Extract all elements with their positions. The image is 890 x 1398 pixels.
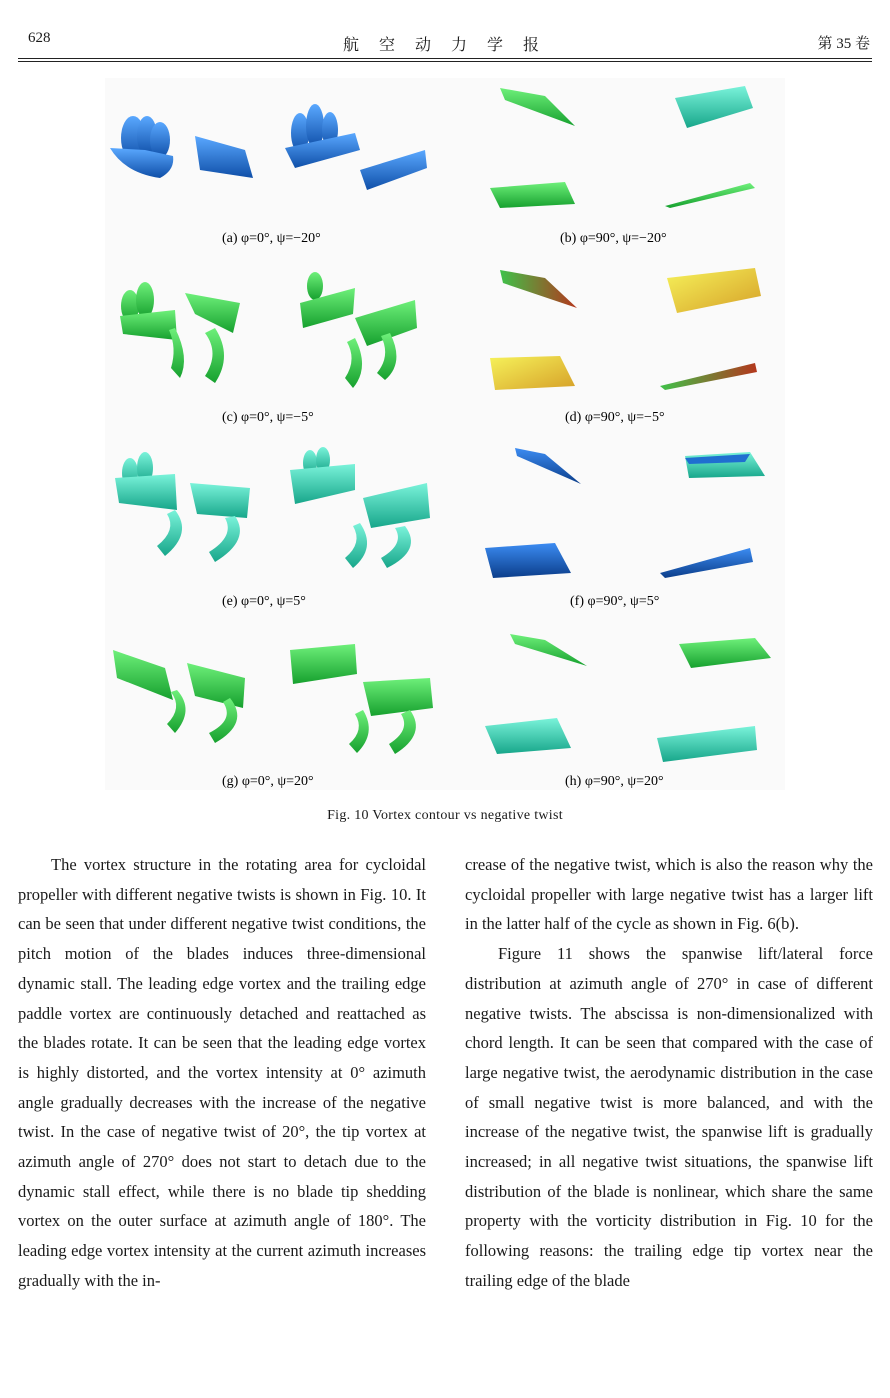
caption-a: (a) φ=0°, ψ=−20°: [222, 231, 321, 246]
panel-c-shapes: [120, 272, 417, 388]
volume-label: 第 35 卷: [817, 36, 870, 52]
panel-b-shapes: [490, 86, 755, 208]
caption-e: (e) φ=0°, ψ=5°: [222, 594, 306, 609]
panel-g-shapes: [113, 644, 433, 754]
panel-a-shapes: [110, 104, 427, 190]
figure-caption: Fig. 10 Vortex contour vs negative twist: [327, 808, 563, 823]
panel-d-shapes: [490, 268, 761, 390]
caption-d: (d) φ=90°, ψ=−5°: [565, 410, 665, 425]
left-column: [18, 850, 426, 1296]
journal-title: 航 空 动 力 学 报: [342, 37, 547, 54]
figure-10: [105, 78, 785, 790]
right-column: [465, 850, 873, 1296]
caption-g: (g) φ=0°, ψ=20°: [222, 774, 314, 789]
page-number: 628: [28, 30, 51, 46]
panel-e-shapes: [115, 447, 430, 568]
header-rule-bottom: [18, 61, 872, 62]
right-paragraph-1: crease of the negative twist, which is also the reason why the cycloidal propeller with large negative twist has a larger lift in the latter half of the cycle as shown in Fig. 6(b).: [465, 855, 873, 934]
panel-h-shapes: [485, 634, 771, 762]
vortex-contour-illustration: [105, 78, 785, 790]
left-paragraph-1: The vortex structure in the rotating area for cycloidal propeller with different negative twists is shown in Fig. 10. It can be seen that under different negative twist conditions, the pitch motion of the blades induces three-dimensional dynamic stall. The leading edge vortex and the trailing edge paddle vortex are continuously detached and reattached as the blades rotate. It can be seen that the leading edge vortex is highly distorted, and the vortex intensity at 0° azimuth angle gradually decreases with the increase of the negative twist. In the case of negative twist of 20°, the tip vortex at azimuth angle of 270° does not start to detach due to the dynamic stall effect, while there is no blade tip shedding vortex on the outer surface at azimuth angle of 180°. The leading edge vortex intensity at the current azimuth increases gradually with the in-: [18, 855, 426, 1290]
caption-b: (b) φ=90°, ψ=−20°: [560, 231, 667, 246]
panel-f-shapes: [485, 448, 765, 578]
caption-h: (h) φ=90°, ψ=20°: [565, 774, 664, 789]
running-header: [0, 28, 890, 58]
caption-f: (f) φ=90°, ψ=5°: [570, 594, 660, 609]
right-paragraph-2: Figure 11 shows the spanwise lift/lateral force distribution at azimuth angle of 270° in case of different negative twists. The abscissa is non-dimensionalized with chord length. It can be seen that compared with the case of large negative twist, the aerodynamic distribution in the case of small negative twist is more balanced, and with the increase of the negative twist, the spanwise lift is gradually increased; in all negative twist situations, the spanwise lift distribution of the blade is nonlinear, which share the same property with the vorticity distribution in Fig. 10 for the following reasons: the trailing edge tip vortex near the trailing edge of the blade: [465, 944, 873, 1290]
caption-c: (c) φ=0°, ψ=−5°: [222, 410, 314, 425]
header-rule-top: [18, 58, 872, 59]
